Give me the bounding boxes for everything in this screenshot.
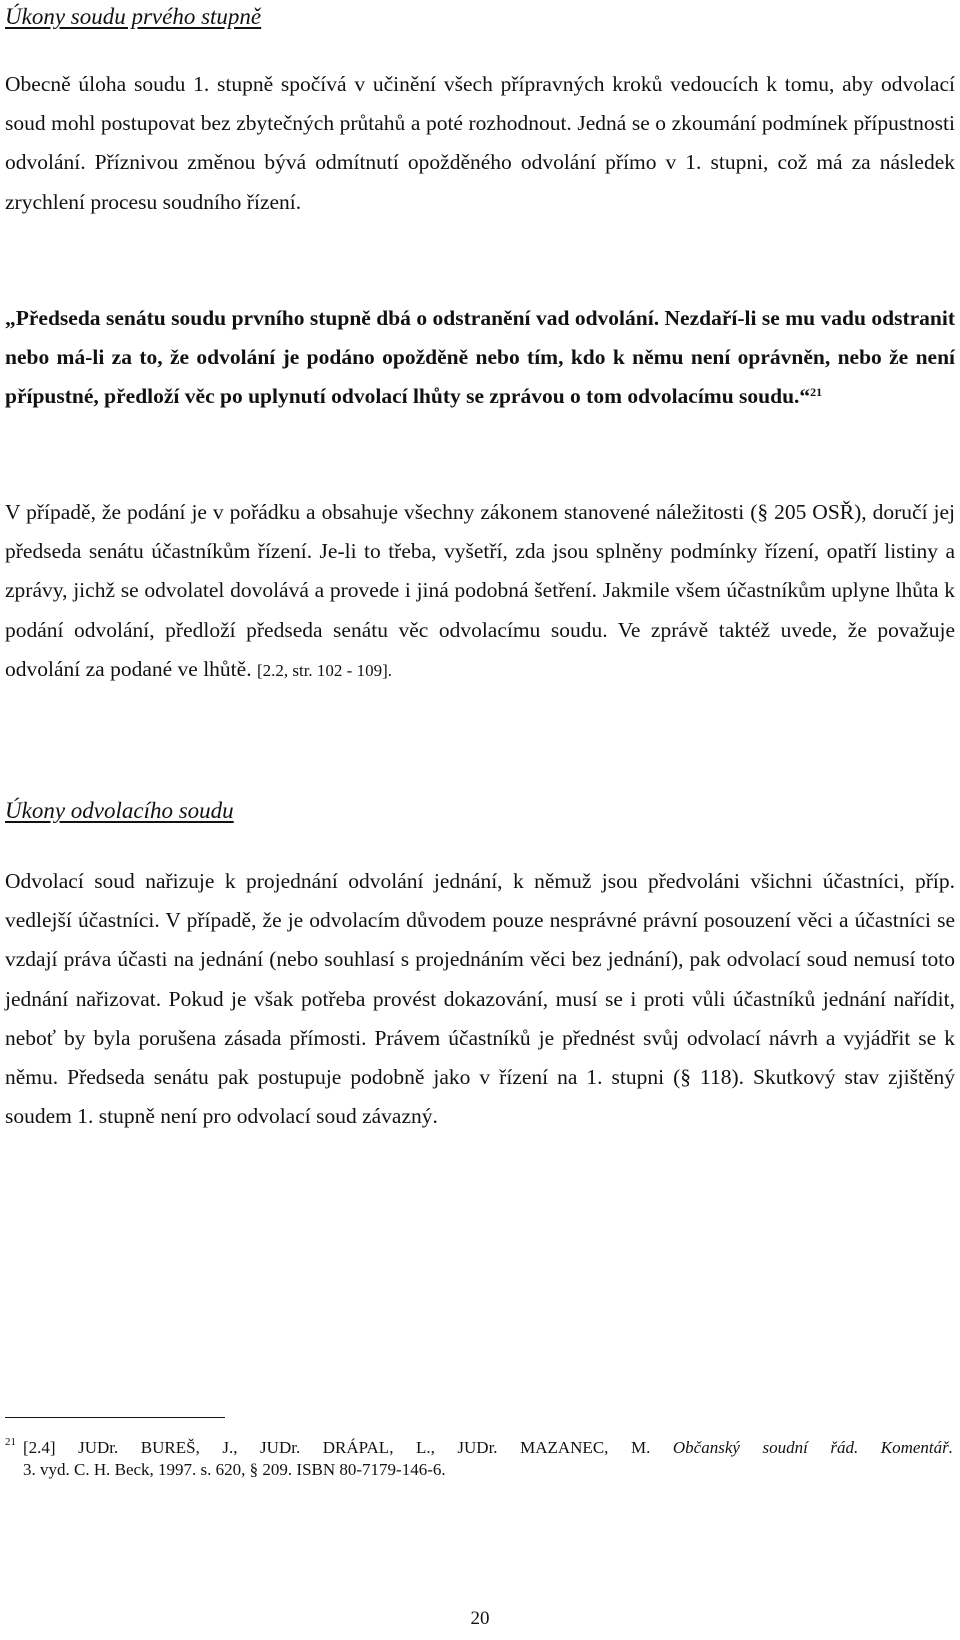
footnote-publication: 3. vyd. C. H. Beck, 1997. s. 620, § 209. ISBN 80-7179-146-6.: [23, 1460, 446, 1479]
quote-text: „Předseda senátu soudu prvního stupně dbá o odstranění vad odvolání. Nezdaří-li se mu vadu odstranit nebo má-li za to, že odvolání je podáno opožděně nebo tím, kdo k němu není oprávněn, nebo že není přípustné, předloží věc po uplynutí odvolací lhůty se zprávou o tom odvolacímu soudu.“: [5, 306, 955, 409]
footnote-authors: [2.4] JUDr. BUREŠ, J., JUDr. DRÁPAL, L., JUDr. MAZANEC, M.: [23, 1438, 651, 1457]
footnote-reference: 21: [810, 385, 823, 400]
quoted-statute-paragraph: [5, 299, 955, 417]
citation: [2.2, str. 102 - 109].: [256, 660, 392, 680]
footnote-book-title: Občanský soudní řád. Komentář.: [672, 1438, 953, 1457]
section-heading-appellate-court: Úkony odvolacího soudu: [5, 798, 234, 823]
section-heading-first-instance: Úkony soudu prvého stupně: [5, 4, 262, 29]
footnote-separator: [5, 1417, 225, 1418]
footnote-line-1: [23, 1437, 953, 1459]
paragraph-appellate-court: Odvolací soud nařizuje k projednání odvolání jednání, k němuž jsou předvoláni všichni účastníci, příp. vedlejší účastníci. V případě, že je odvolacím důvodem pouze nesprávné právní posouzení věci a účastníci se vzdají práva účasti na jednání (nebo souhlasí s projednáním věci bez jednání), pak odvolací soud nemusí toto jednání nařizovat. Pokud je však potřeba provést dokazování, musí se i proti vůli účastníků jednání nařídit, neboť by byla porušena zásada přímosti. Právem účastníků je přednést svůj odvolací návrh a vyjádřit se k němu. Předseda senátu pak postupuje podobně jako v řízení na 1. stupni (§ 118). Skutkový stav zjištěný soudem 1. stupně není pro odvolací soud závazný.: [5, 869, 955, 1129]
paragraph-procedure-text: V případě, že podání je v pořádku a obsahuje všechny zákonem stanovené náležitosti (§ 205 OSŘ), doručí jej předseda senátu účastníkům řízení. Je-li to třeba, vyšetří, zda jsou splněny podmínky řízení, opatří listiny a zprávy, jichž se odvolatel dovolává a provede i jiná podobná šetření. Jakmile všem účastníkům uplyne lhůta k podání odvolání, předloží předseda senátu věc odvolacímu soudu. Ve zprávě taktéž uvede, že považuje odvolání za podané ve lhůtě.: [5, 500, 955, 681]
paragraph-general-role: Obecně úloha soudu 1. stupně spočívá v učinění všech přípravných kroků vedoucích k tomu, aby odvolací soud mohl postupovat bez zbytečných průtahů a poté rozhodnout. Jedná se o zkoumání podmínek přípustnosti odvolání. Příznivou změnou bývá odmítnutí opožděného odvolání přímo v 1. stupni, což má za následek zrychlení procesu soudního řízení.: [5, 72, 955, 214]
footnote-number: 21: [5, 1436, 16, 1448]
page-number: 20: [470, 1608, 490, 1629]
paragraph-procedure: [5, 493, 955, 690]
footnote-body: [23, 1437, 953, 1481]
